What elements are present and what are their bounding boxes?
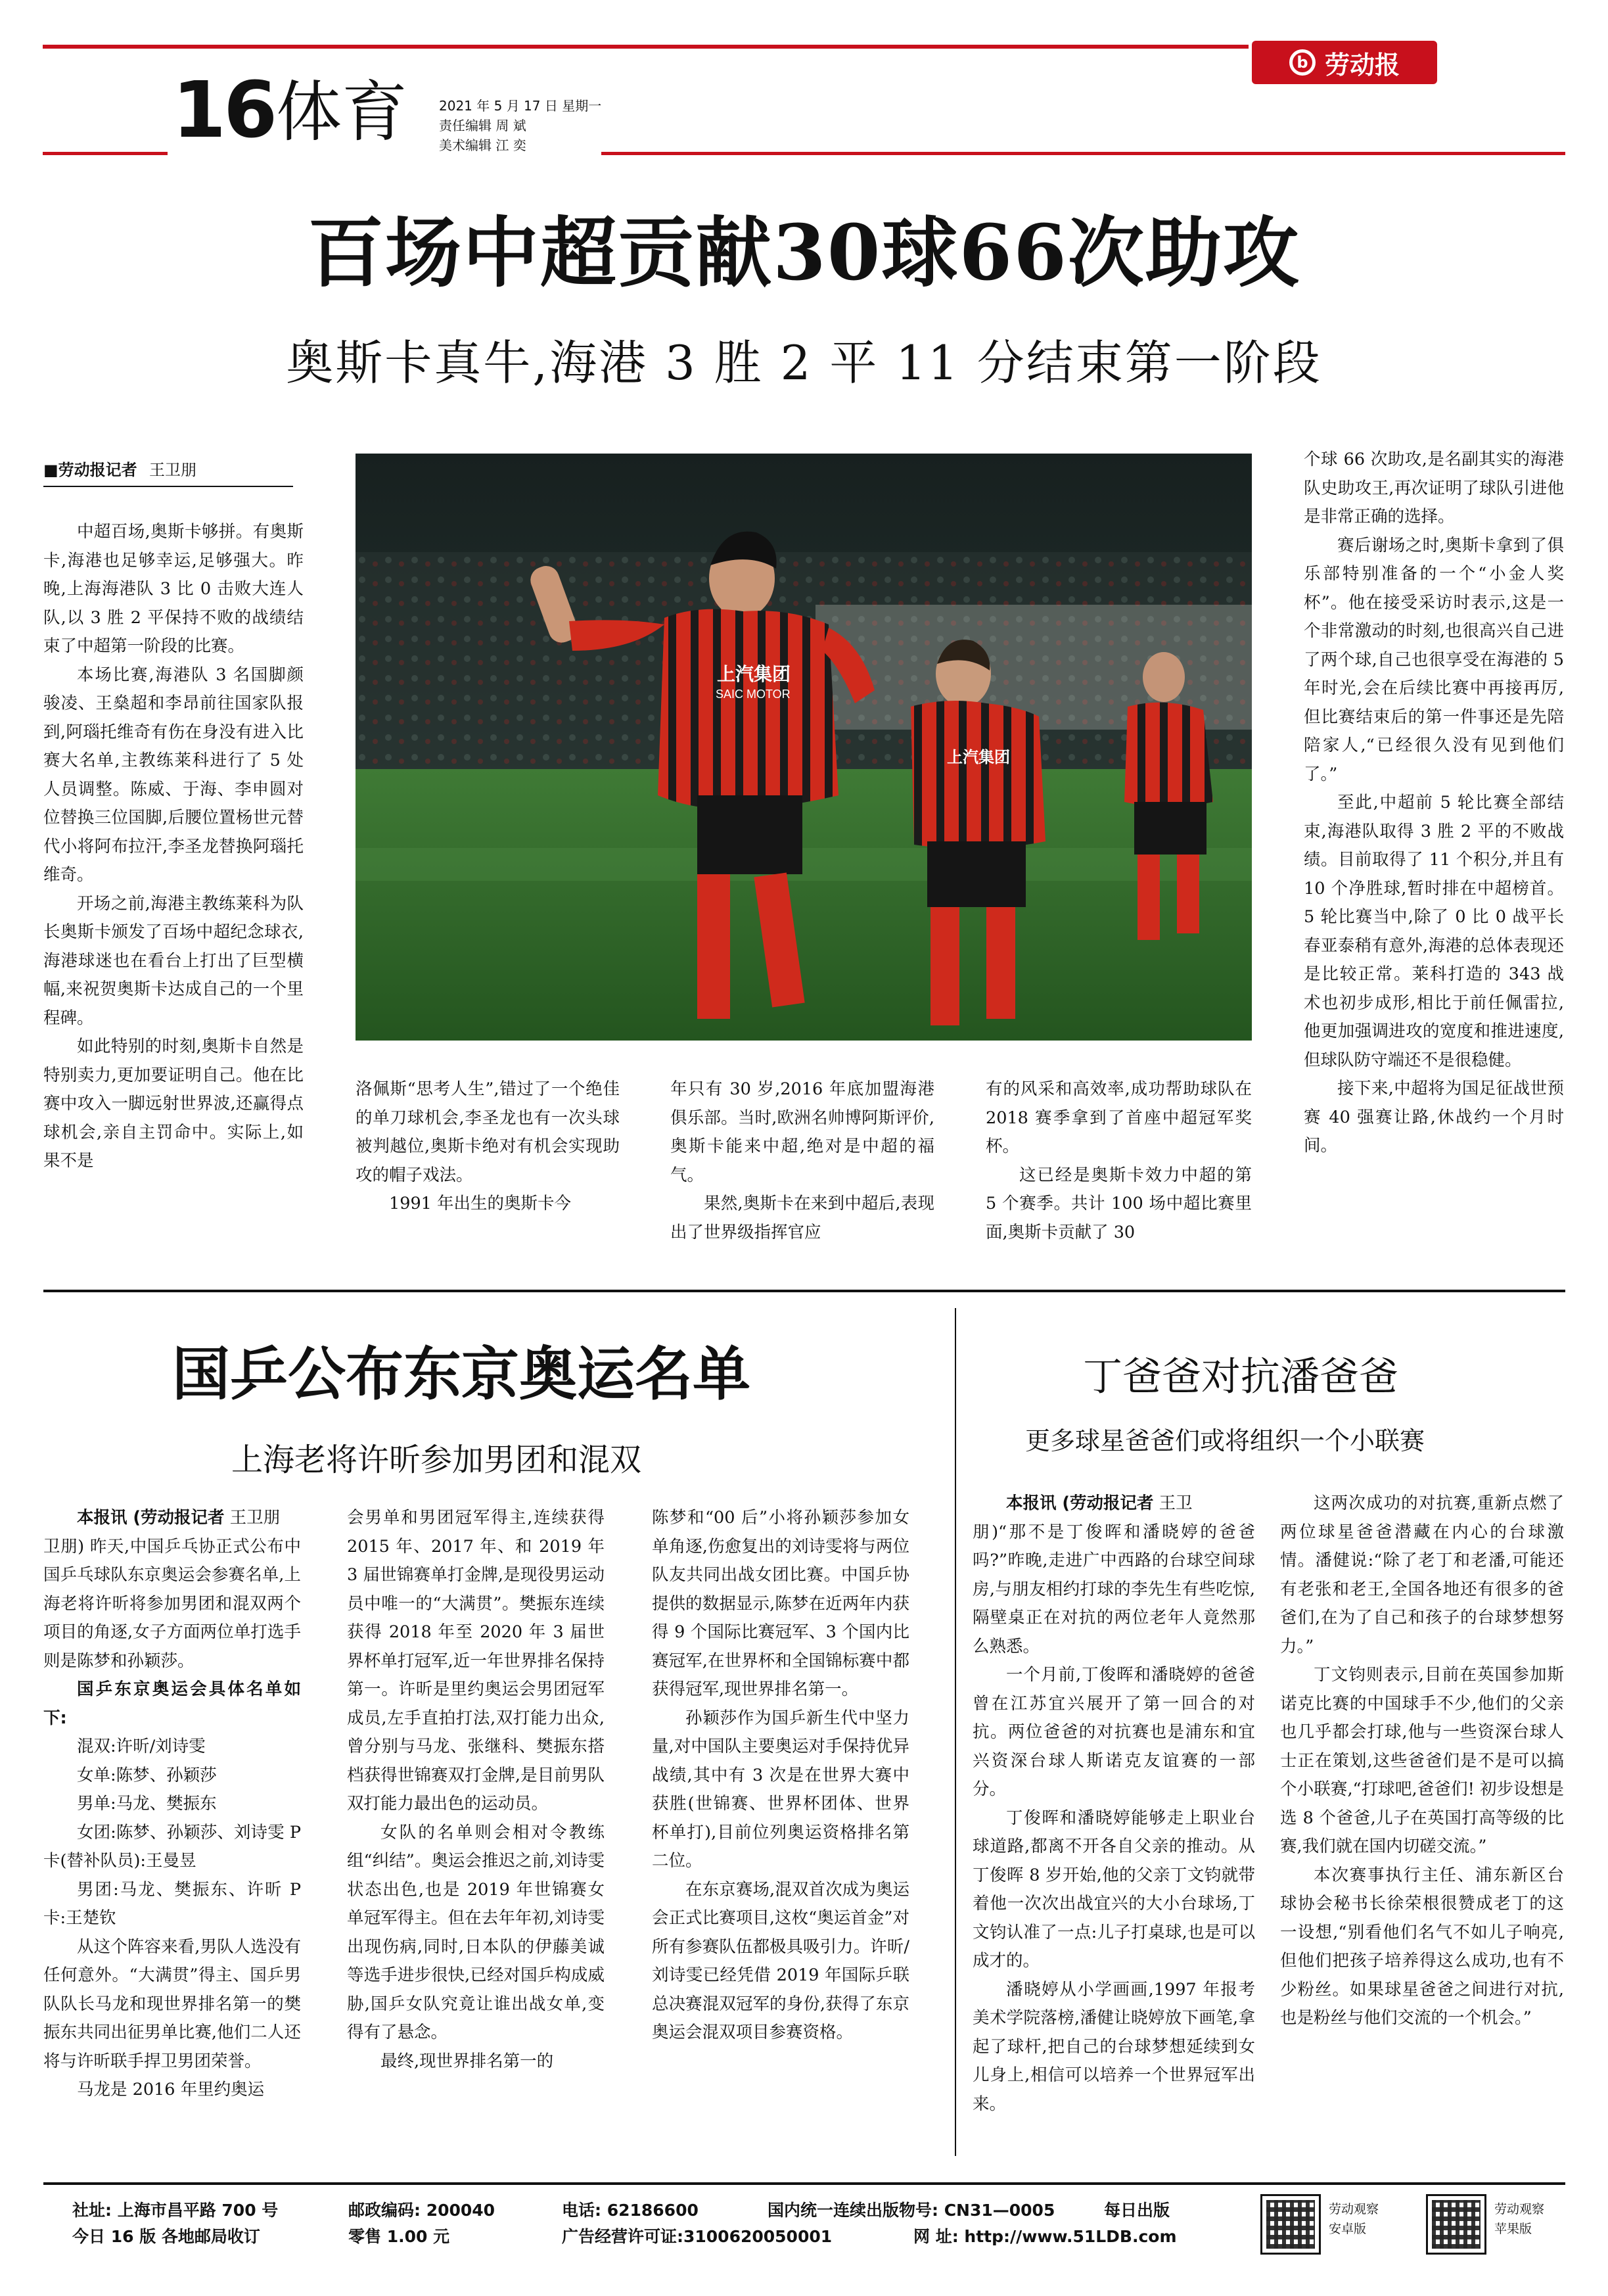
story3-col1 [973,1489,1255,2173]
paragraph: 孙颖莎作为国乒新生代中坚力量,对中国队主要奥运对手保持优异战绩,其中有 3 次是在世界大赛中获胜(世锦赛、世界杯团体、世界杯单打),目前位列奥运资格排名第二位。 [652,1708,909,1871]
byline-name: 王卫朋 [149,461,197,479]
qr1-label [1329,2199,1379,2239]
story2-col2 [347,1504,605,2193]
paragraph: 女队的名单则会相对令教练组“纠结”。奥运会推迟之前,刘诗雯状态出色,也是 2019 年世锦赛女单冠军得主。但在去年年初,刘诗雯出现伤病,同时,日本队的伊藤美诚等选手进步很快,已经对国乒构成威胁,国乒女队究竟让谁出战女单,变得有了悬念。 [347,1822,605,2042]
paragraph: 本场比赛,海港队 3 名国脚颜骏凌、王燊超和李昂前往国家队报到,阿瑙托维奇有伤在身没有进入比赛大名单,主教练莱科进行了 5 处人员调整。陈威、于海、李申圆对位替换三位国脚,后腰位置杨世元替代小将阿布拉汗,李圣龙替换阿瑙托维奇。 [43,665,304,885]
page-number: 16 [172,64,275,155]
players-celebrating-image [356,454,1252,1041]
paragraph: 潘晓婷从小学画画,1997 年报考美术学院落榜,潘健让晓婷放下画笔,拿起了球杆,把自己的台球梦想延续到女儿身上,相信可以培养一个世界冠军出来。 [973,1979,1255,2114]
qr2-label-line2: 苹果版 [1494,2222,1532,2236]
paragraph: 最终,现世界排名第一的 [380,2051,554,2071]
byline-label: ■劳动报记者 [43,461,137,479]
jersey-sponsor: 上汽集团 [717,664,791,684]
story1-col5 [1304,446,1564,1255]
qr2-label-line1: 劳动观察 [1494,2202,1545,2216]
paragraph: 年只有 30 岁,2016 年底加盟海港俱乐部。当时,欧洲名帅博阿斯评价,奥斯卡能来中超,绝对是中超的福气。 [670,1079,934,1185]
top-red-rule [43,45,1249,49]
story2-headline: 国乒公布东京奥运名单 [172,1340,751,1408]
paragraph: 在东京赛场,混双首次成为奥运会正式比赛项目,这枚“奥运首金”对所有参赛队伍都极具吸引力。许昕/刘诗雯已经凭借 2019 年国际乒联总决赛混双冠军的身份,获得了东京奥运会混双项目参赛资格。 [652,1879,909,2042]
story3-headline: 丁爸爸对抗潘爸爸 [1083,1354,1398,1400]
paragraph: 接下来,中超将为国足征战世预赛 40 强赛让路,休战约一个月时间。 [1304,1079,1564,1156]
roster-heading: 国乒东京奥运会具体名单如下: [43,1679,301,1728]
byline-underline [43,486,293,487]
paragraph: 本次赛事执行主任、浦东新区台球协会秘书长徐荣根很赞成老丁的这一设想,“别看他们名气不如儿子响亮,但他们把孩子培养得这么成功,也有不少粉丝。如果球星爸爸之间进行对抗,也是粉丝与他们交流的一个机会。” [1280,1865,1564,2028]
roster-line: 男单:马龙、樊振东 [77,1794,217,1814]
paragraph: 这两次成功的对抗赛,重新点燃了两位球星爸爸潜藏在内心的台球激情。潘健说:“除了老丁和老潘,可能还有老张和老王,全国各地还有很多的爸爸们,在为了自己和孩子的台球梦想努力。” [1280,1493,1564,1656]
paragraph: 丁文钧则表示,目前在英国参加斯诺克比赛的中国球手不少,他们的父亲也几乎都会打球,他与一些资深台球人士正在策划,这些爸爸们是不是可以搞个小联赛,“打球吧,爸爸们! 初步设想是选 8 个爸爸,儿子在英国打高等级的比赛,我们就在国内切磋交流。” [1280,1665,1564,1856]
footer-daily: 每日出版 [1104,2201,1170,2220]
footer-info [72,2197,1216,2263]
story1-col3 [670,1075,934,1253]
roster-line: 女团:陈梦、孙颖莎、刘诗雯 P 卡(替补队员):王曼昱 [43,1822,301,1871]
paragraph: 会男单和男团冠军得主,连续获得 2015 年、2017 年、和 2019 年 3 届世锦赛单打金牌,是现役男运动员中唯一的“大满贯”。樊振东连续获得 2018 年至 2020 年 3 届世界杯单打冠军,近一年世界排名保持第一。许昕是里约奥运会男团冠军成员,左手直拍打法,双打能力出众,曾分别与马龙、张继科、樊振东搭档获得世锦赛双打金牌,是目前男队双打能力最出色的运动员。 [347,1508,605,1814]
story2-subhead: 上海老将许昕参加男团和混双 [231,1441,642,1478]
brand-name: 劳动报 [1324,49,1400,80]
jersey-sponsor-en: SAIC MOTOR [716,688,791,701]
paragraph: 中超百场,奥斯卡够拼。有奥斯卡,海港也足够幸运,足够强大。昨晚,上海海港队 3 比 0 击败大连人队,以 3 胜 2 平保持不败的战绩结束了中超第一阶段的比赛。 [43,522,304,656]
paragraph: 至此,中超前 5 轮比赛全部结束,海港队取得 3 胜 2 平的不败战绩。目前取得了 11 个积分,并且有 10 个净胜球,暂时排在中超榜首。5 轮比赛当中,除了 0 比 0 战平长春亚泰稍有意外,海港的总体表现还是比较正常。莱科打造的 343 战术也初步成形,相比于前任佩雷拉,他更加强调进攻的宽度和推进速度,但球队防守端还不是很稳健。 [1304,793,1564,1070]
story1-col1 [43,518,304,1244]
paragraph: 有的风采和高效率,成功帮助球队在 2018 赛季拿到了首座中超冠军奖杯。 [986,1079,1252,1156]
lead-label: 本报讯 (劳动报记者 [77,1508,225,1528]
paragraph: 马龙是 2016 年里约奥运 [77,2080,265,2099]
brand-logo[interactable] [1252,41,1437,84]
labor-daily-logo-icon: b [1289,49,1316,76]
paragraph: 卫朋) 昨天,中国乒乓协正式公布中国乒乓球队东京奥运会参赛名单,上海老将许昕将参加男团和混双两个项目的角逐,女子方面两位单打选手则是陈梦和孙颖莎。 [43,1536,301,1671]
art-editor-credit: 美术编辑 江 奕 [439,137,526,153]
story3-subhead: 更多球星爸爸们或将组织一个小联赛 [1025,1426,1425,1455]
lead-line [973,1489,1255,1518]
editor-credit: 责任编辑 周 斌 [439,118,526,133]
story-divider-vertical [955,1308,956,2156]
footer-cn-number: 国内统一连续出版物号: CN31—0005 [768,2201,1055,2220]
roster-line: 女单:陈梦、孙颖莎 [77,1765,217,1785]
paragraph: 1991 年出生的奥斯卡今 [389,1194,572,1213]
lead-name: 王卫朋 [229,1508,281,1528]
footer-phone: 电话: 62186600 [562,2201,699,2220]
paragraph: 果然,奥斯卡在来到中超后,表现出了世界级指挥官应 [670,1194,934,1242]
qr2-label [1494,2199,1544,2239]
match-photo [356,454,1252,1041]
lead-label: 本报讯 (劳动报记者 [1006,1493,1154,1513]
footer-top-rule [43,2182,1565,2185]
footer-address: 社址: 上海市昌平路 700 号 [72,2201,279,2220]
section-divider [43,1290,1565,1292]
qr1-label-line1: 劳动观察 [1329,2202,1379,2216]
lead-name: 王卫 [1159,1493,1193,1513]
story1-byline [43,458,196,482]
roster-line: 混双:许昕/刘诗雯 [77,1737,206,1756]
lead-line [43,1504,301,1533]
footer-ad-license: 广告经营许可证:3100620050001 [562,2227,833,2246]
paragraph: 从这个阵容来看,男队人选没有任何意外。“大满贯”得主、国乒男队队长马龙和现世界排名第一的樊振东共同出征男单比赛,他们二人还将与许昕联手捍卫男团荣誉。 [43,1936,301,2071]
section-name: 体育 [276,74,407,151]
story1-subhead: 奥斯卡真牛,海港 3 胜 2 平 11 分结束第一阶段 [286,335,1322,390]
story3-col2 [1280,1489,1564,2173]
paragraph: 一个月前,丁俊晖和潘晓婷的爸爸曾在江苏宜兴展开了第一回合的对抗。两位爸爸的对抗赛也是浦东和宜兴资深台球人斯诺克友谊赛的一部分。 [973,1665,1255,1799]
header-right-red-rule [601,152,1565,155]
story1-headline: 百场中超贡献30球66次助攻 [308,208,1300,298]
paragraph: 朋)“那不是丁俊晖和潘晓婷的爸爸吗?”昨晚,走进广中西路的台球空间球房,与朋友相约打球的李先生有些吃惊,隔壁桌正在对抗的两位老年人竟然那么熟悉。 [973,1522,1255,1656]
paragraph: 开场之前,海港主教练莱科为队长奥斯卡颁发了百场中超纪念球衣,海港球迷也在看台上打出了巨型横幅,来祝贺奥斯卡达成自己的一个里程碑。 [43,893,304,1028]
footer-price: 零售 1.00 元 [348,2227,450,2246]
paragraph: 赛后谢场之时,奥斯卡拿到了俱乐部特别准备的一个“小金人奖杯”。他在接受采访时表示,这是一个非常激动的时刻,也很高兴自己进了两个球,自己也很享受在海港的 5 年时光,会在后续比赛中再接再厉,但比赛结束后的第一件事还是先陪陪家人,“已经很久没有见到他们了。” [1304,535,1564,784]
footer-url[interactable]: 网 址: http://www.51LDB.com [913,2227,1177,2246]
paragraph: 个球 66 次助攻,是名副其实的海港队史助攻王,再次证明了球队引进他是非常正确的选择。 [1304,450,1564,527]
issue-date: 2021 年 5 月 17 日 星期一 [439,98,602,114]
story1-col2 [356,1075,620,1253]
header-left-red-rule [43,152,168,155]
paragraph: 洛佩斯“思考人生”,错过了一个绝佳的单刀球机会,李圣龙也有一次头球被判越位,奥斯卡绝对有机会实现助攻的帽子戏法。 [356,1079,620,1185]
story1-col4 [986,1075,1252,1253]
story2-col1 [43,1504,301,2193]
jersey-sponsor-2: 上汽集团 [947,749,1010,766]
qr-code-icon[interactable] [1260,2194,1321,2255]
paragraph: 这已经是奥斯卡效力中超的第 5 个赛季。共计 100 场中超比赛里面,奥斯卡贡献了 30 [986,1165,1252,1242]
footer-postcode: 邮政编码: 200040 [348,2201,495,2220]
qr-code-icon[interactable] [1426,2194,1486,2255]
paragraph: 陈梦和“00 后”小将孙颖莎参加女单角逐,伤愈复出的刘诗雯将与两位队友共同出战女团比赛。中国乒协提供的数据显示,陈梦在近两年内获得 9 个国际比赛冠军、3 个国内比赛冠军,在世界杯和全国锦标赛中都获得冠军,现世界排名第一。 [652,1508,909,1699]
paragraph: 如此特别的时刻,奥斯卡自然是特别卖力,更加要证明自己。他在比赛中攻入一脚远射世界波,还赢得点球机会,亲自主罚命中。实际上,如果不是 [43,1037,304,1171]
footer-pages: 今日 16 版 各地邮局收订 [72,2227,260,2246]
story2-col3 [652,1504,909,2193]
roster-line: 男团:马龙、樊振东、许昕 P 卡:王楚钦 [43,1879,301,1928]
qr1-label-line2: 安卓版 [1329,2222,1367,2236]
paragraph: 丁俊晖和潘晓婷能够走上职业台球道路,都离不开各自父亲的推动。从丁俊晖 8 岁开始,他的父亲丁文钧就带着他一次次出战宜兴的大小台球场,丁文钧认准了一点:儿子打桌球,也是可以成才的。 [973,1808,1255,1971]
